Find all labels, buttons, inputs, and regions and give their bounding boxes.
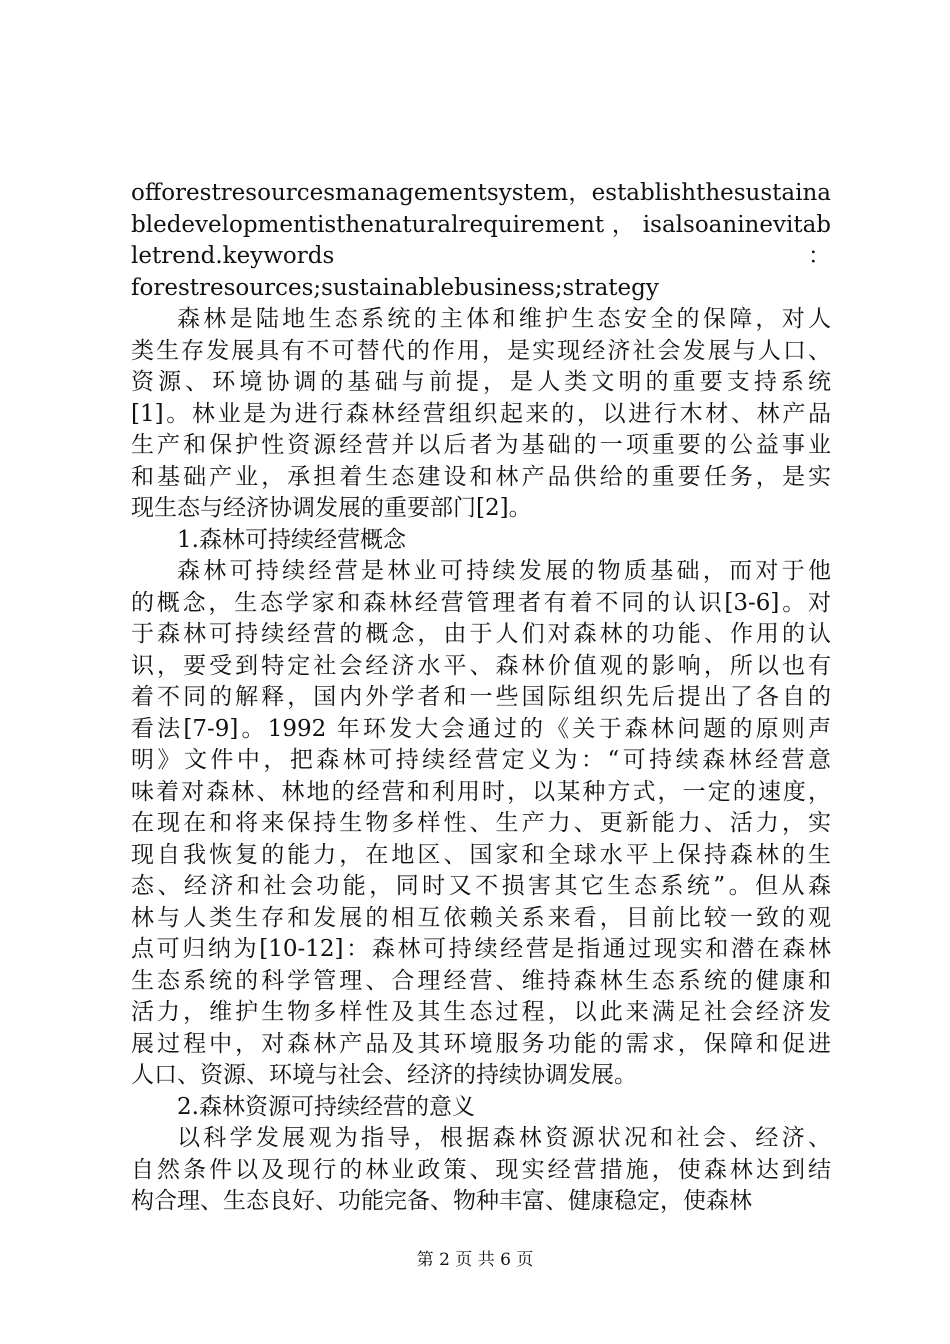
keywords-label: letrend.keywords — [131, 243, 335, 269]
paragraph-line: 味着对森林、林地的经营和利用时，以某种方式，一定的速度， — [131, 778, 831, 805]
paragraph-concept — [131, 556, 831, 1092]
paragraph-line: 在现在和将来保持生物多样性、生产力、更新能力、活力，实 — [131, 810, 831, 836]
paragraph-line: 着不同的解释，国内外学者和一些国际组织先后提出了各自的 — [131, 684, 831, 710]
paragraph-line: 资源、环境协调的基础与前提，是人类文明的重要支持系统 — [131, 369, 831, 395]
paragraph-line: 森林是陆地生态系统的主体和维护生态安全的保障，对人 — [177, 306, 831, 332]
paragraph-line: 展过程中，对森林产品及其环境服务功能的需求，保障和促进 — [131, 1030, 831, 1057]
section-heading-2: 2.森林资源可持续经营的意义 — [177, 1093, 475, 1120]
paragraph-line: 类生存发展具有不可替代的作用，是实现经济社会发展与人口、 — [131, 337, 831, 364]
paragraph-line: 人口、资源、环境与社会、经济的持续协调发展。 — [131, 1062, 637, 1088]
section-heading-1: 1.森林可持续经营概念 — [177, 526, 406, 553]
keywords-colon: ： — [808, 243, 831, 269]
paragraph-line: 态、经济和社会功能，同时又不损害其它生态系统”。但从森 — [131, 873, 831, 899]
paragraph-line: 看法[7-9]。1992 年环发大会通过的《关于森林问题的原则声 — [131, 715, 831, 742]
abstract-line: offorestresourcesmanagementsystem，establishthesustaina — [131, 180, 831, 206]
paragraph-line: 以科学发展观为指导，根据森林资源状况和社会、经济、 — [177, 1125, 831, 1151]
paragraph-line: 现生态与经济协调发展的重要部门[2]。 — [131, 495, 532, 521]
abstract-line: bledevelopmentisthenaturalrequirement，isalsoaninevitab — [131, 211, 831, 238]
paragraph-line: 现自我恢复的能力，在地区、国家和全球水平上保持森林的生 — [131, 841, 831, 868]
paragraph-line: 和基础产业，承担着生态建设和林产品供给的重要任务，是实 — [131, 463, 831, 490]
paragraph-line: 活力，维护生物多样性及其生态过程，以此来满足社会经济发 — [131, 999, 831, 1025]
abstract-keywords: forestresources;sustainablebusiness;strategy — [131, 274, 659, 301]
paragraph-line: 构合理、生态良好、功能完备、物种丰富、健康稳定，使森林 — [131, 1188, 752, 1214]
page-footer: 第 2 页 共 6 页 — [416, 1250, 534, 1270]
paragraph-line: 点可归纳为[10-12]：森林可持续经营是指通过现实和潜在森林 — [131, 936, 831, 962]
paragraph-line: 生产和保护性资源经营并以后者为基础的一项重要的公益事业 — [131, 432, 831, 458]
paragraph-line: 生态系统的科学管理、合理经营、维持森林生态系统的健康和 — [131, 967, 831, 994]
paragraph-line: 林与人类生存和发展的相互依赖关系来看，目前比较一致的观 — [131, 904, 831, 931]
paragraph-line: 于森林可持续经营的概念，由于人们对森林的功能、作用的认 — [131, 621, 831, 647]
paragraph-significance — [131, 1123, 831, 1218]
abstract-keywords-row — [131, 241, 831, 273]
paragraph-intro — [131, 304, 831, 525]
body-text — [131, 178, 831, 1218]
paragraph-line: 森林可持续经营是林业可持续发展的物质基础，而对于他 — [177, 558, 831, 584]
paragraph-line: 识，要受到特定社会经济水平、森林价值观的影响，所以也有 — [131, 652, 831, 679]
paragraph-line: 明》文件中，把森林可持续经营定义为：“可持续森林经营意 — [131, 747, 831, 773]
paragraph-line: 的概念，生态学家和森林经营管理者有着不同的认识[3-6]。对 — [131, 589, 831, 616]
paragraph-line: [1]。林业是为进行森林经营组织起来的，以进行木材、林产品 — [131, 400, 831, 427]
paragraph-line: 自然条件以及现行的林业政策、现实经营措施，使森林达到结 — [131, 1156, 831, 1183]
